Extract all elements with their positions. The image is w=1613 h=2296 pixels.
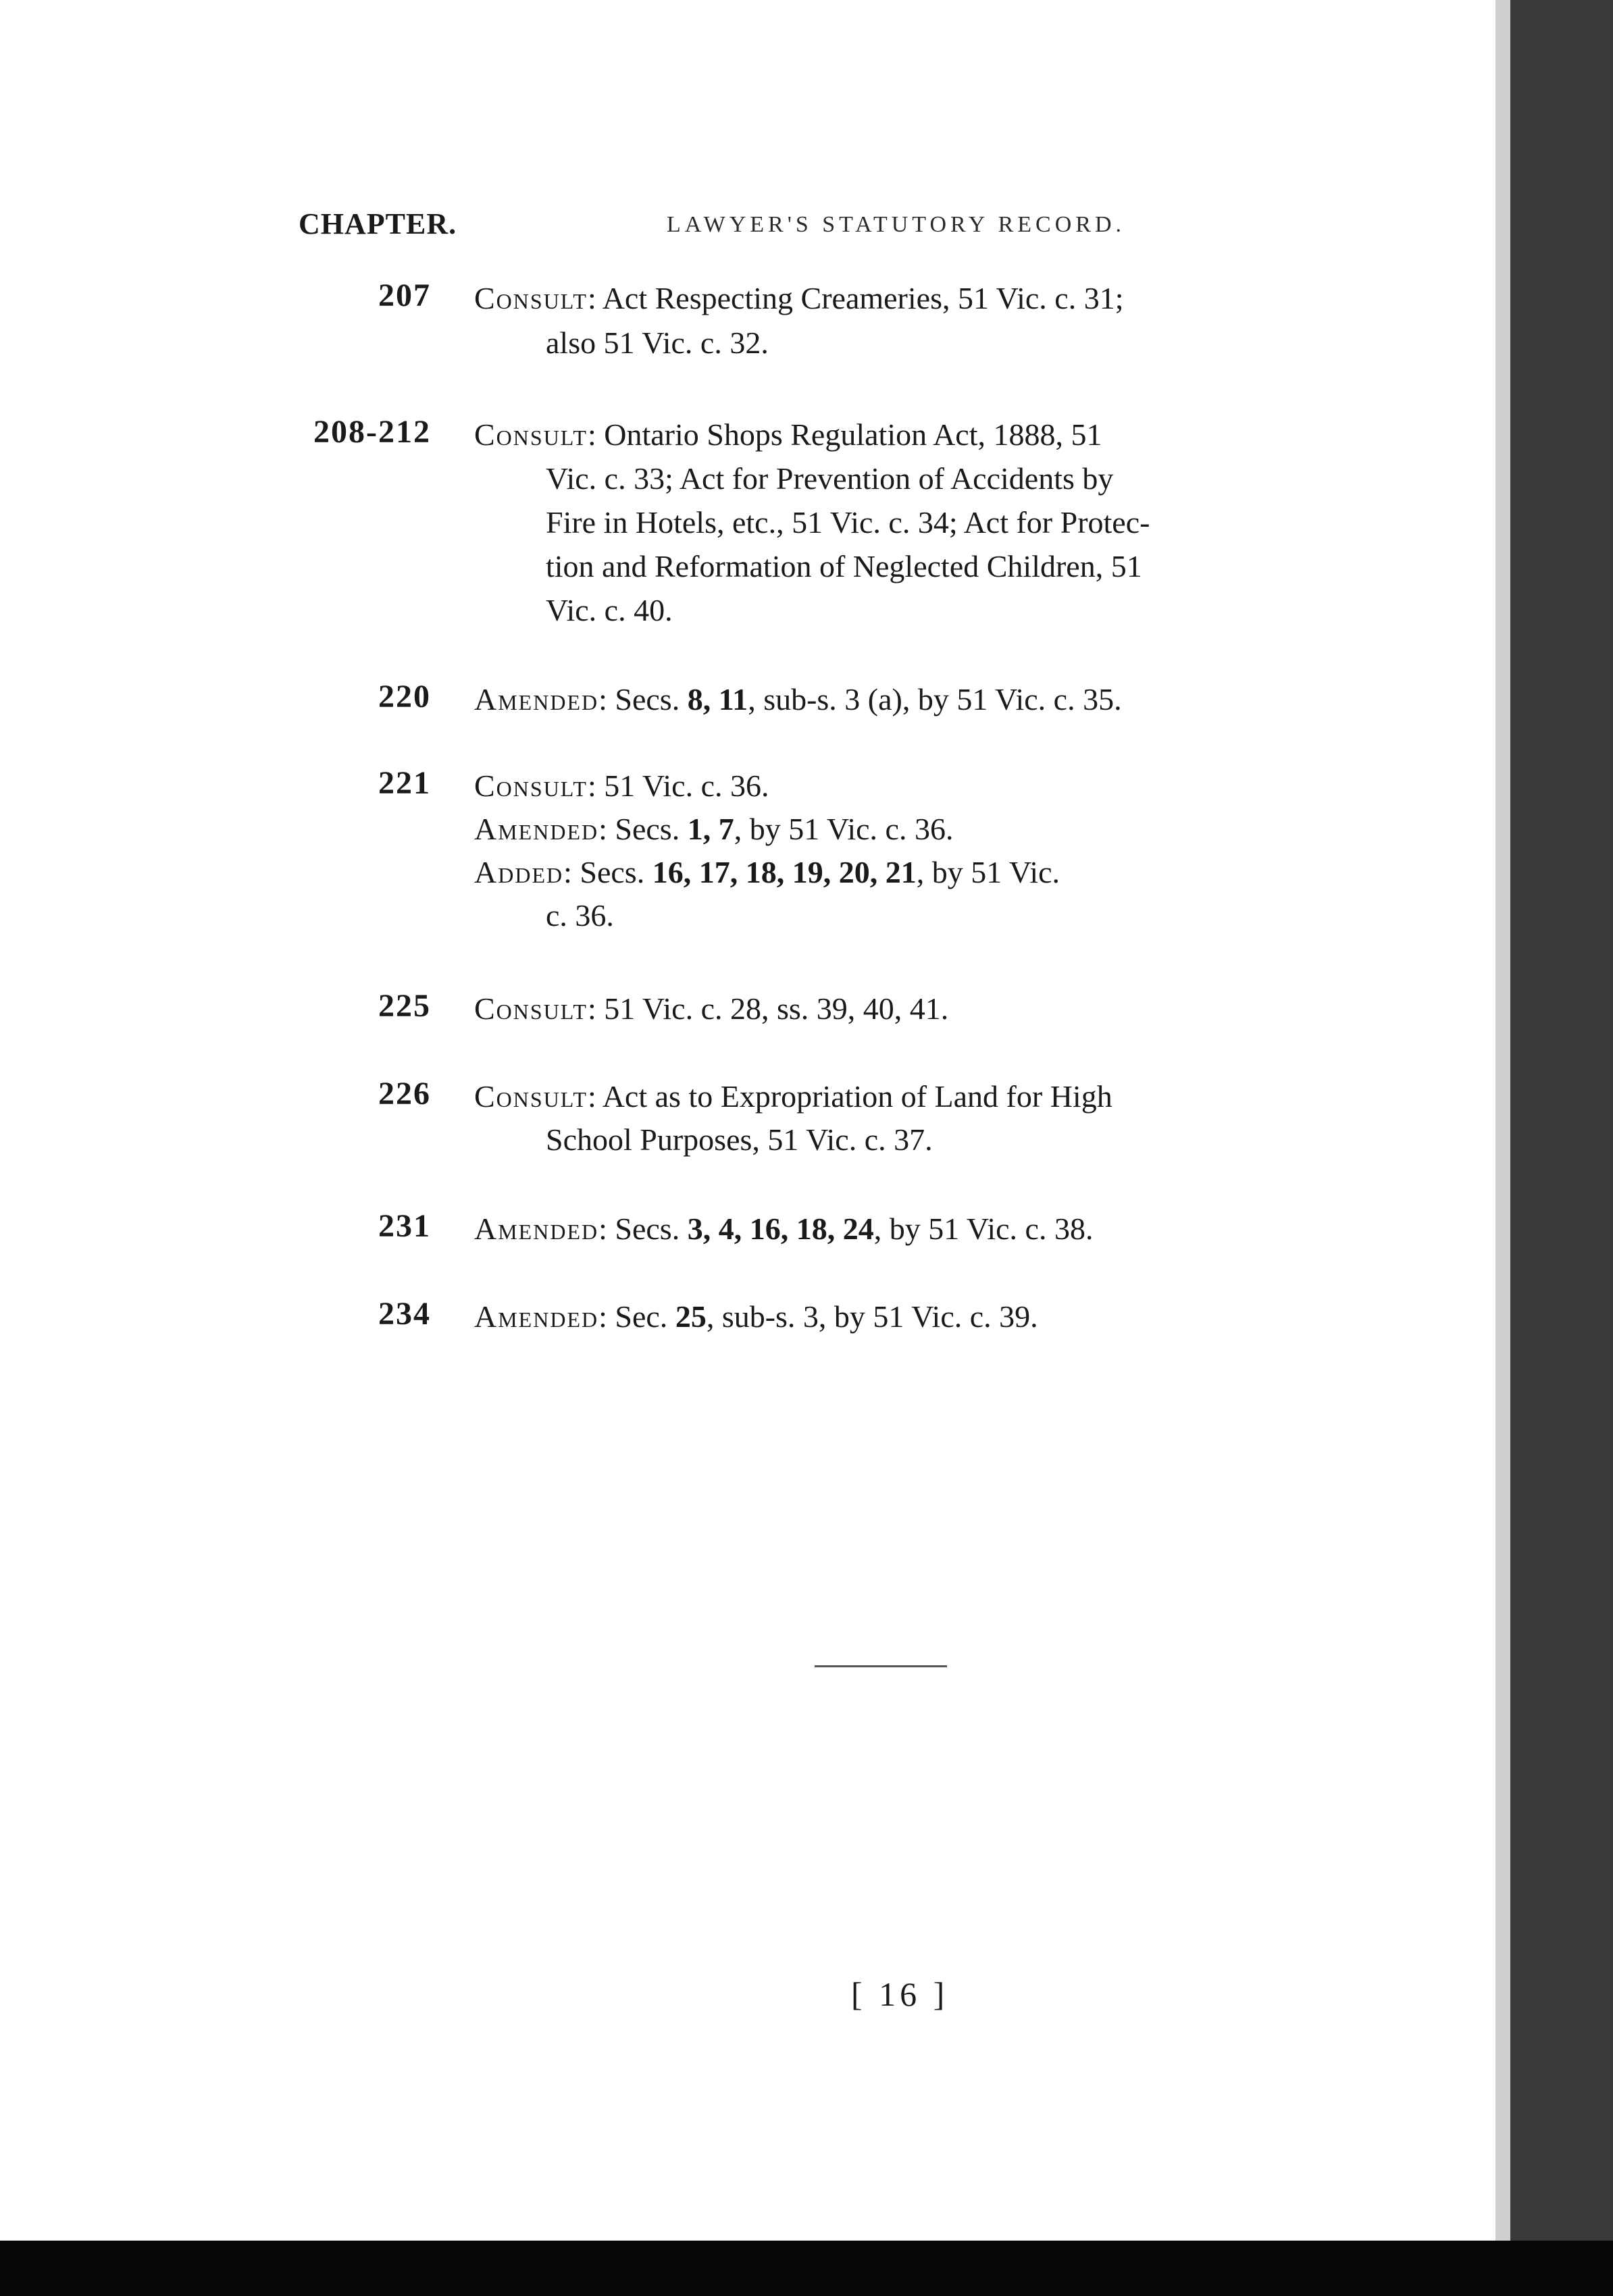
chapter-number: 208-212 <box>313 414 431 450</box>
page-number: [ 16 ] <box>851 1975 949 2013</box>
entry-line <box>546 589 673 632</box>
end-rule <box>815 1665 947 1667</box>
entry-text: : 51 Vic. c. 28, ss. 39, 40, 41. <box>587 991 949 1026</box>
entry-line <box>474 1207 1093 1251</box>
entry-keyword: Added <box>474 855 564 889</box>
entry-keyword: Amended <box>474 1299 599 1334</box>
chapter-number: 220 <box>378 679 431 714</box>
entry-text: : Secs. <box>598 812 688 846</box>
entry-text: Fire in Hotels, etc., 51 Vic. c. 34; Act for Protec- <box>546 505 1150 540</box>
entry-text: : Secs. <box>598 682 688 716</box>
entry-line <box>474 1295 1038 1338</box>
entry-text: Vic. c. 40. <box>546 593 673 627</box>
entry-line <box>474 413 1102 456</box>
entry-text: Vic. c. 33; Act for Prevention of Accidents by <box>546 461 1114 496</box>
page-header <box>299 207 1346 247</box>
running-title: LAWYER'S STATUTORY RECORD. <box>667 212 1125 237</box>
scan-margin-right <box>1510 0 1613 2241</box>
entry-line <box>546 501 1150 544</box>
entry-text: : Ontario Shops Regulation Act, 1888, 51 <box>587 417 1102 452</box>
entry-line <box>546 894 614 937</box>
entry-keyword: Consult <box>474 417 588 452</box>
chapter-number: 226 <box>378 1076 431 1112</box>
entry-text: , by 51 Vic. c. 38. <box>873 1211 1094 1246</box>
section-numbers: 25 <box>675 1299 707 1334</box>
chapter-column-label: CHAPTER. <box>299 207 457 240</box>
chapter-number: 221 <box>378 765 431 801</box>
entry-text: , sub-s. 3, by 51 Vic. c. 39. <box>706 1299 1038 1334</box>
entry-text: : Act Respecting Creameries, 51 Vic. c. 31; <box>587 281 1124 315</box>
section-numbers: 8, 11 <box>687 682 748 716</box>
entry-keyword: Consult <box>474 768 588 803</box>
entry-text: , by 51 Vic. <box>916 855 1060 889</box>
chapter-number: 225 <box>378 988 431 1024</box>
entry-line <box>474 808 953 851</box>
entry-keyword: Consult <box>474 281 588 315</box>
entry-text: School Purposes, 51 Vic. c. 37. <box>546 1122 933 1157</box>
entry-keyword: Consult <box>474 991 588 1026</box>
entry-line <box>546 457 1113 500</box>
entry-text: , by 51 Vic. c. 36. <box>734 812 954 846</box>
entry-text: : Secs. <box>563 855 652 889</box>
entry-line <box>474 277 1124 320</box>
entry-line <box>474 678 1122 721</box>
entry-line <box>546 1118 933 1162</box>
entry-keyword: Amended <box>474 1211 599 1246</box>
page-edge <box>1495 0 1510 2241</box>
entry-text: , sub-s. 3 (a), by 51 Vic. c. 35. <box>748 682 1122 716</box>
entry-text: : Act as to Expropriation of Land for High <box>587 1079 1112 1114</box>
scan-margin-bottom <box>0 2241 1613 2296</box>
entry-keyword: Amended <box>474 812 599 846</box>
chapter-number: 231 <box>378 1208 431 1244</box>
chapter-number: 234 <box>378 1296 431 1332</box>
chapter-number: 207 <box>378 278 431 313</box>
entry-text: also 51 Vic. c. 32. <box>546 325 769 360</box>
entry-line <box>546 321 769 365</box>
entry-line <box>474 764 769 808</box>
entry-text: : Secs. <box>598 1211 688 1246</box>
entry-line <box>546 545 1142 588</box>
section-numbers: 16, 17, 18, 19, 20, 21 <box>652 855 917 889</box>
entry-line <box>474 1075 1112 1118</box>
entry-text: : Sec. <box>598 1299 675 1334</box>
entry-text: : 51 Vic. c. 36. <box>587 768 769 803</box>
entry-keyword: Amended <box>474 682 599 716</box>
entry-text: c. 36. <box>546 898 614 933</box>
section-numbers: 1, 7 <box>687 812 734 846</box>
entry-keyword: Consult <box>474 1079 588 1114</box>
entry-text: tion and Reformation of Neglected Children, 51 <box>546 549 1142 583</box>
section-numbers: 3, 4, 16, 18, 24 <box>687 1211 874 1246</box>
entry-line <box>474 851 1060 894</box>
entry-line <box>474 987 948 1030</box>
